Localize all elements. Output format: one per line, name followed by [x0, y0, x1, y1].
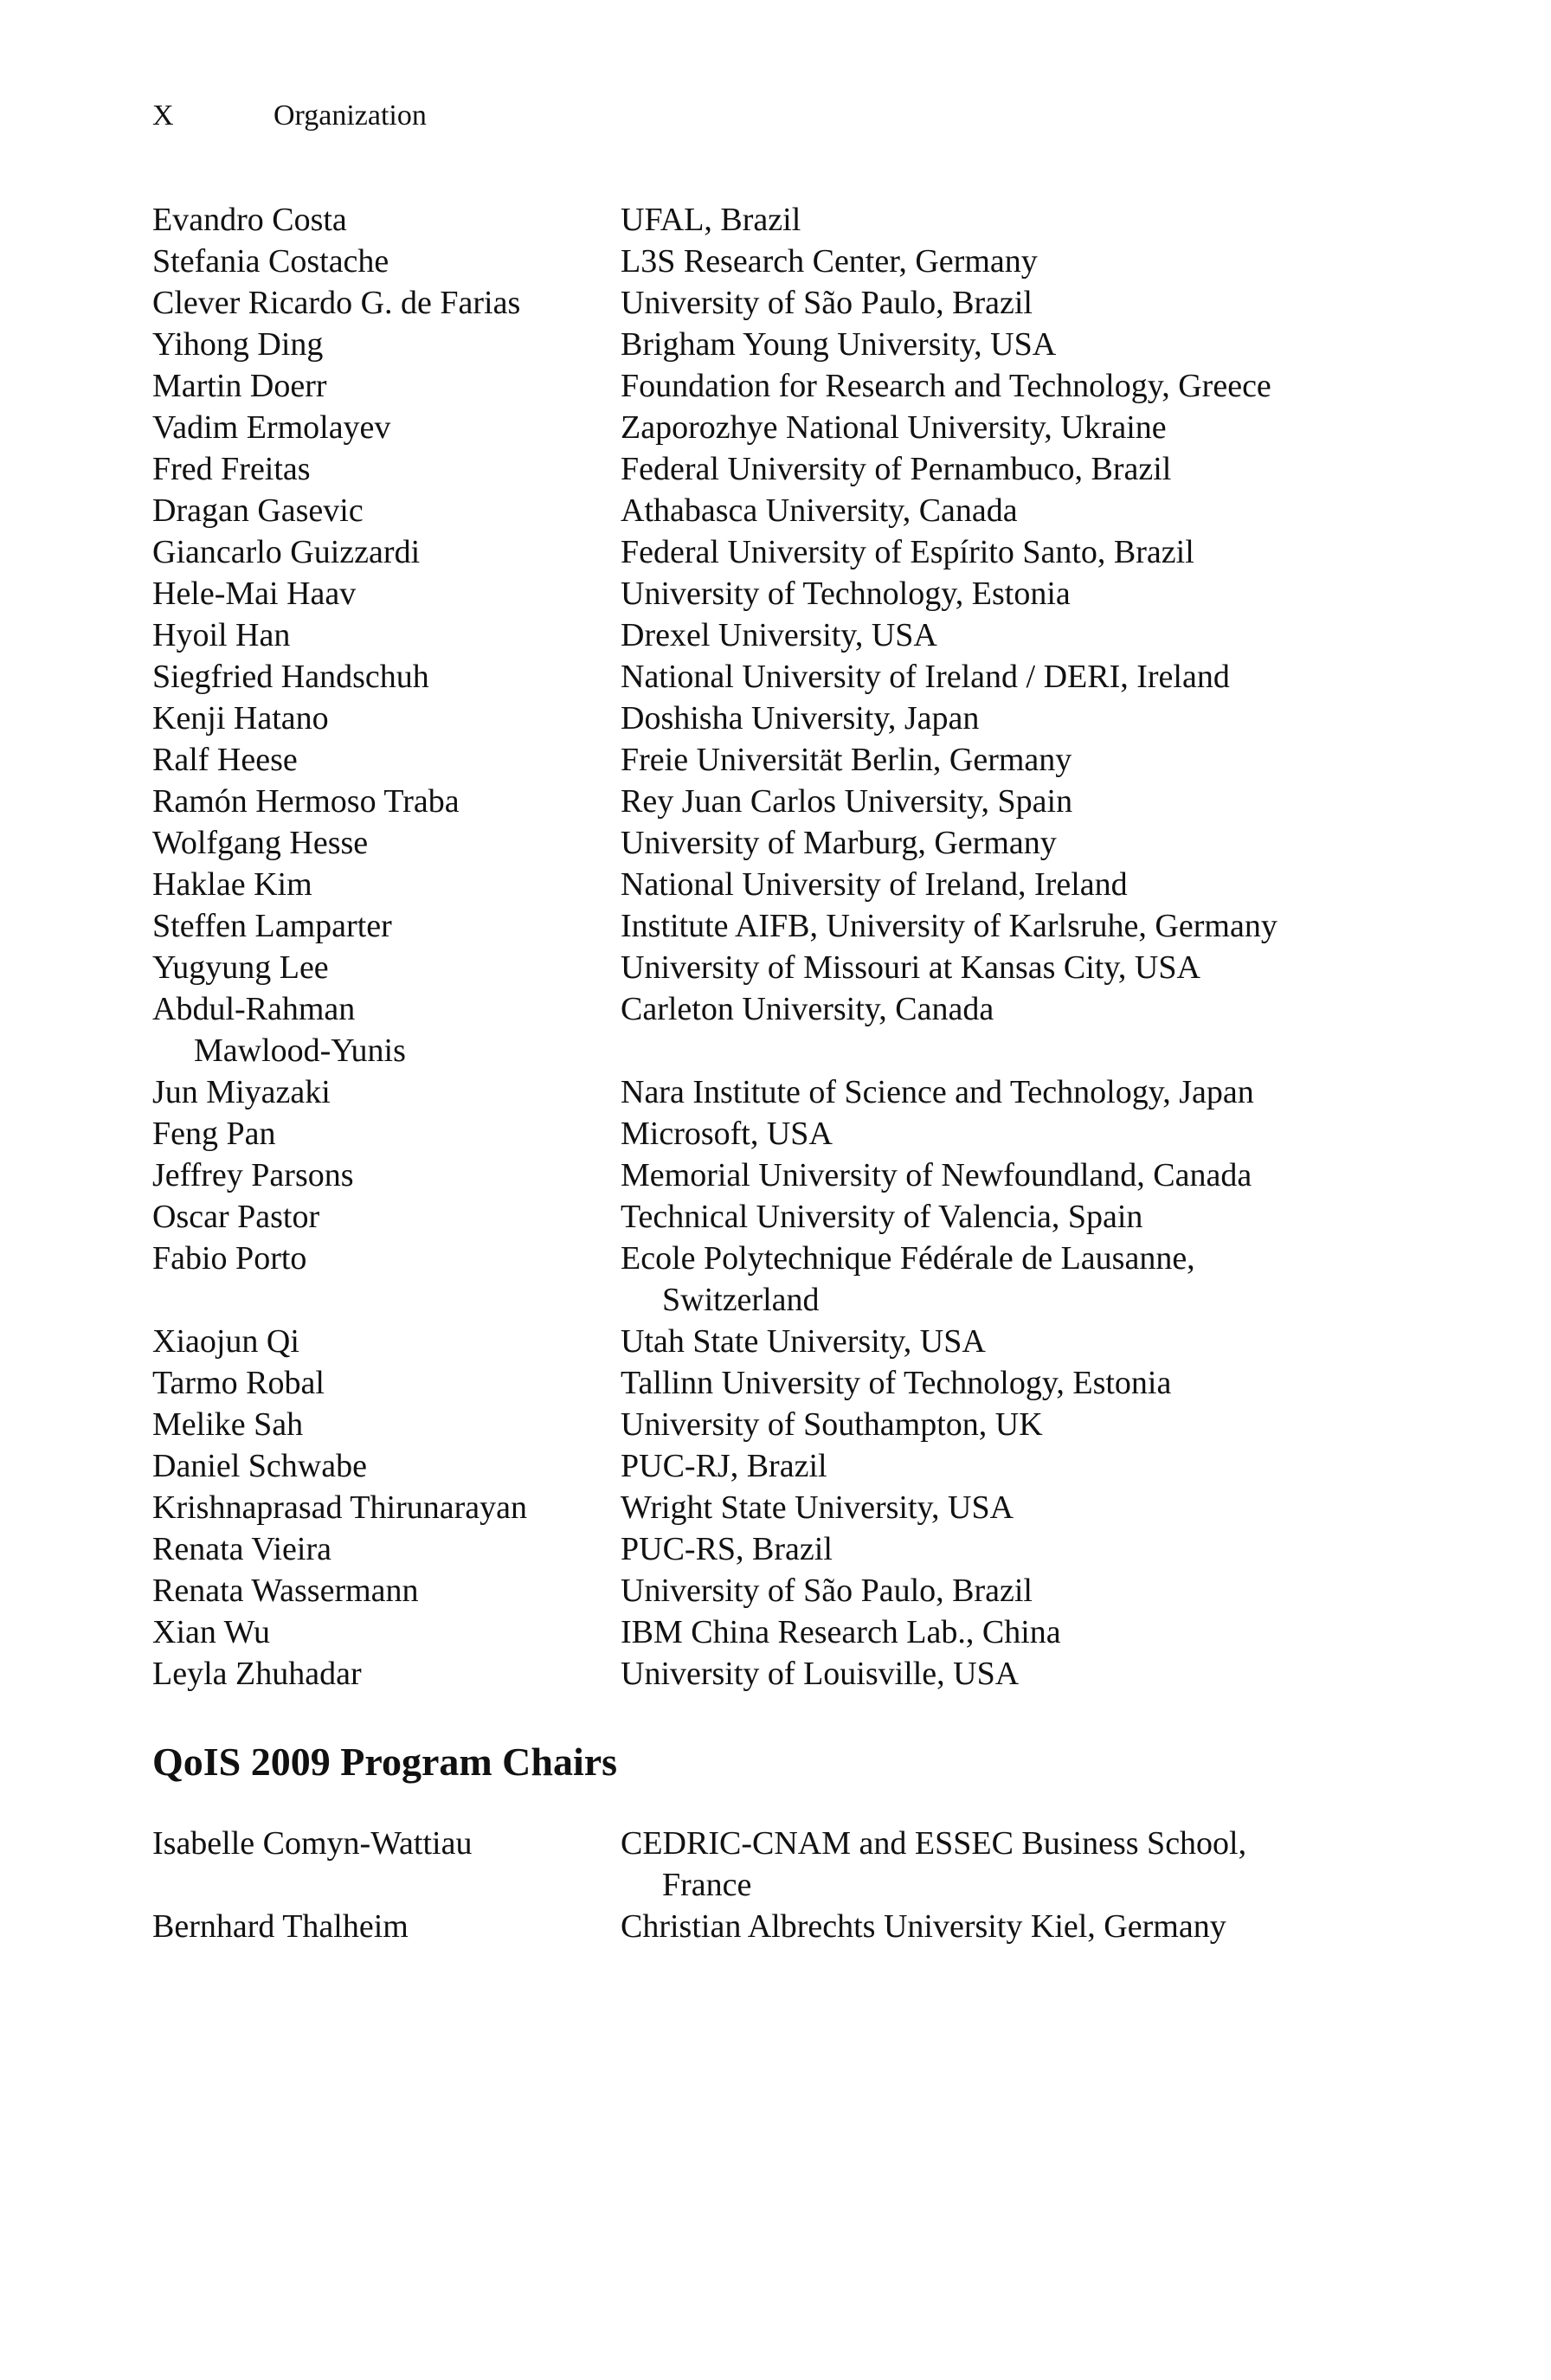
- member-affiliation: Utah State University, USA: [621, 1323, 986, 1360]
- member-name-cell: [152, 531, 621, 573]
- member-name: Tarmo Robal: [152, 1365, 325, 1401]
- member-affiliation: Nara Institute of Science and Technology, Japan: [621, 1074, 1254, 1110]
- member-name: Haklae Kim: [152, 866, 312, 903]
- member-affiliation-cell: [621, 864, 1381, 905]
- member-name: Jeffrey Parsons: [152, 1157, 354, 1193]
- member-name-cell: [152, 1113, 621, 1155]
- member-name: Xiaojun Qi: [152, 1323, 299, 1360]
- member-affiliation: Tallinn University of Technology, Estonia: [621, 1365, 1172, 1401]
- member-name-cell: [152, 1445, 621, 1487]
- member-affiliation: UFAL, Brazil: [621, 202, 801, 238]
- member-name-cell: [152, 1321, 621, 1362]
- member-name-continuation: Mawlood-Yunis: [194, 1032, 406, 1069]
- member-affiliation: Carleton University, Canada: [621, 991, 994, 1027]
- member-affiliation: Drexel University, USA: [621, 617, 937, 653]
- member-name-cell: [152, 781, 621, 822]
- member-row: [152, 1196, 1381, 1238]
- member-name: Wolfgang Hesse: [152, 825, 369, 861]
- member-name: Hele-Mai Haav: [152, 576, 357, 612]
- running-head-title: Organization: [274, 100, 427, 132]
- member-row: [152, 1071, 1381, 1113]
- member-affiliation: Foundation for Research and Technology, Greece: [621, 368, 1271, 404]
- member-name: Leyla Zhuhadar: [152, 1656, 362, 1692]
- member-affiliation-cell: [621, 1113, 1381, 1155]
- member-affiliation-cell: [621, 407, 1381, 448]
- member-row: [152, 739, 1381, 781]
- member-name-cell: [152, 407, 621, 448]
- member-row: [152, 1155, 1381, 1196]
- member-name-cell: [152, 199, 621, 241]
- member-affiliation-cell: [621, 448, 1381, 490]
- member-row: [152, 199, 1381, 241]
- member-affiliation-cell: [621, 490, 1381, 531]
- member-affiliation-cell: [621, 698, 1381, 739]
- member-row: [152, 1823, 1381, 1906]
- member-row: [152, 448, 1381, 490]
- member-name-cell: [152, 1653, 621, 1695]
- member-row: [152, 324, 1381, 365]
- member-name-cell: [152, 1528, 621, 1570]
- member-affiliation: Rey Juan Carlos University, Spain: [621, 783, 1073, 820]
- member-affiliation-cell: [621, 1362, 1381, 1404]
- member-name: Isabelle Comyn-Wattiau: [152, 1825, 473, 1862]
- member-name: Fabio Porto: [152, 1240, 307, 1277]
- member-row: [152, 1611, 1381, 1653]
- member-name: Renata Wassermann: [152, 1573, 419, 1609]
- member-row: [152, 614, 1381, 656]
- member-affiliation: University of Southampton, UK: [621, 1406, 1043, 1443]
- member-name: Kenji Hatano: [152, 700, 329, 737]
- member-name: Stefania Costache: [152, 243, 389, 280]
- member-name: Martin Doerr: [152, 368, 327, 404]
- member-name-cell: [152, 1487, 621, 1528]
- member-name-cell: [152, 448, 621, 490]
- member-affiliation: L3S Research Center, Germany: [621, 243, 1038, 280]
- member-name-cell: [152, 947, 621, 988]
- member-row: [152, 490, 1381, 531]
- member-affiliation: Athabasca University, Canada: [621, 492, 1018, 529]
- member-row: [152, 988, 1381, 1071]
- member-row: [152, 1487, 1381, 1528]
- member-affiliation: Federal University of Espírito Santo, Brazil: [621, 534, 1194, 570]
- member-affiliation: Zaporozhye National University, Ukraine: [621, 409, 1167, 446]
- member-name-cell: [152, 988, 621, 1071]
- member-affiliation: Freie Universität Berlin, Germany: [621, 742, 1072, 778]
- member-name: Bernhard Thalheim: [152, 1908, 409, 1945]
- member-affiliation-cell: [621, 988, 1381, 1030]
- member-affiliation-cell: [621, 365, 1381, 407]
- member-name-cell: [152, 1404, 621, 1445]
- member-affiliation-cell: [621, 199, 1381, 241]
- member-name-cell: [152, 1196, 621, 1238]
- member-affiliation: University of Missouri at Kansas City, USA: [621, 949, 1200, 986]
- member-affiliation: Microsoft, USA: [621, 1116, 833, 1152]
- member-affiliation: University of São Paulo, Brazil: [621, 1573, 1033, 1609]
- member-affiliation-cell: [621, 781, 1381, 822]
- member-affiliation-cell: [621, 1653, 1381, 1695]
- member-affiliation-cell: [621, 1196, 1381, 1238]
- member-name: Fred Freitas: [152, 451, 311, 487]
- member-affiliation: Institute AIFB, University of Karlsruhe, Germany: [621, 908, 1277, 944]
- member-affiliation: CEDRIC-CNAM and ESSEC Business School,: [621, 1825, 1247, 1862]
- member-name-cell: [152, 822, 621, 864]
- member-affiliation: Federal University of Pernambuco, Brazil: [621, 451, 1172, 487]
- member-affiliation-cell: [621, 1445, 1381, 1487]
- member-row: [152, 1528, 1381, 1570]
- member-affiliation-cell: [621, 1570, 1381, 1611]
- member-row: [152, 1570, 1381, 1611]
- member-name-cell: [152, 490, 621, 531]
- member-affiliation: National University of Ireland, Ireland: [621, 866, 1128, 903]
- member-row: [152, 947, 1381, 988]
- member-affiliation-cell: [621, 324, 1381, 365]
- member-name: Renata Vieira: [152, 1531, 331, 1567]
- member-affiliation-cell: [621, 241, 1381, 282]
- member-row: [152, 1906, 1381, 1947]
- member-row: [152, 1321, 1381, 1362]
- member-name-cell: [152, 864, 621, 905]
- member-row: [152, 531, 1381, 573]
- member-affiliation: National University of Ireland / DERI, Ireland: [621, 659, 1230, 695]
- member-affiliation-cell: [621, 531, 1381, 573]
- committee-member-list: [152, 199, 1381, 1695]
- member-affiliation-cell: [621, 1155, 1381, 1196]
- member-affiliation-cell: [621, 905, 1381, 947]
- member-name-cell: [152, 1238, 621, 1279]
- member-name: Yihong Ding: [152, 326, 324, 363]
- member-affiliation-cell: [621, 947, 1381, 988]
- member-row: [152, 656, 1381, 698]
- member-affiliation-cell: [621, 1611, 1381, 1653]
- member-name: Daniel Schwabe: [152, 1448, 367, 1484]
- member-row: [152, 1362, 1381, 1404]
- member-name: Steffen Lamparter: [152, 908, 392, 944]
- program-chairs-list: [152, 1823, 1381, 1947]
- member-row: [152, 1238, 1381, 1321]
- member-row: [152, 1113, 1381, 1155]
- member-affiliation: PUC-RS, Brazil: [621, 1531, 833, 1567]
- member-affiliation: Wright State University, USA: [621, 1489, 1014, 1526]
- member-affiliation-cell: [621, 282, 1381, 324]
- member-name: Evandro Costa: [152, 202, 347, 238]
- member-affiliation-cell: [621, 1487, 1381, 1528]
- member-affiliation-cell: [621, 614, 1381, 656]
- member-row: [152, 573, 1381, 614]
- member-affiliation: University of São Paulo, Brazil: [621, 285, 1033, 321]
- member-row: [152, 1445, 1381, 1487]
- member-affiliation-cell: [621, 1528, 1381, 1570]
- member-affiliation-cell: [621, 1906, 1381, 1947]
- member-row: [152, 864, 1381, 905]
- member-name: Clever Ricardo G. de Farias: [152, 285, 521, 321]
- member-name: Giancarlo Guizzardi: [152, 534, 421, 570]
- member-affiliation-cell: [621, 739, 1381, 781]
- member-name-cell: [152, 1362, 621, 1404]
- member-row: [152, 1404, 1381, 1445]
- member-row: [152, 282, 1381, 324]
- member-affiliation: Christian Albrechts University Kiel, Germany: [621, 1908, 1226, 1945]
- member-affiliation: University of Marburg, Germany: [621, 825, 1057, 861]
- member-name: Yugyung Lee: [152, 949, 329, 986]
- member-name: Oscar Pastor: [152, 1199, 320, 1235]
- member-affiliation-cell: [621, 1321, 1381, 1362]
- member-name-cell: [152, 1906, 621, 1947]
- member-name: Dragan Gasevic: [152, 492, 364, 529]
- member-row: [152, 905, 1381, 947]
- member-affiliation-cell: [621, 1238, 1381, 1321]
- member-affiliation: IBM China Research Lab., China: [621, 1614, 1061, 1650]
- member-row: [152, 822, 1381, 864]
- running-head: [152, 95, 427, 137]
- member-name-cell: [152, 1823, 621, 1864]
- member-row: [152, 407, 1381, 448]
- member-affiliation-cell: [621, 822, 1381, 864]
- member-affiliation-cell: [621, 573, 1381, 614]
- member-name: Xian Wu: [152, 1614, 271, 1650]
- member-name-cell: [152, 324, 621, 365]
- member-name-cell: [152, 1570, 621, 1611]
- member-name-cell: [152, 614, 621, 656]
- member-row: [152, 365, 1381, 407]
- member-affiliation: PUC-RJ, Brazil: [621, 1448, 827, 1484]
- member-row: [152, 781, 1381, 822]
- member-name: Melike Sah: [152, 1406, 304, 1443]
- member-name: Jun Miyazaki: [152, 1074, 331, 1110]
- member-name: Krishnaprasad Thirunarayan: [152, 1489, 527, 1526]
- member-row: [152, 698, 1381, 739]
- member-affiliation: University of Technology, Estonia: [621, 576, 1071, 612]
- member-name-cell: [152, 905, 621, 947]
- member-name-cell: [152, 1611, 621, 1653]
- member-name-cell: [152, 739, 621, 781]
- member-affiliation: Doshisha University, Japan: [621, 700, 980, 737]
- member-affiliation-cell: [621, 1071, 1381, 1113]
- section-heading: QoIS 2009 Program Chairs: [152, 1740, 618, 1784]
- member-name-cell: [152, 282, 621, 324]
- member-name: Abdul-Rahman: [152, 991, 356, 1027]
- member-affiliation: Ecole Polytechnique Fédérale de Lausanne,: [621, 1240, 1195, 1277]
- member-affiliation: Brigham Young University, USA: [621, 326, 1057, 363]
- member-name-cell: [152, 1071, 621, 1113]
- member-name: Siegfried Handschuh: [152, 659, 429, 695]
- member-affiliation: Memorial University of Newfoundland, Canada: [621, 1157, 1252, 1193]
- member-affiliation-continuation: France: [662, 1867, 752, 1903]
- member-affiliation-continuation: Switzerland: [662, 1282, 820, 1318]
- member-affiliation-cell: [621, 1404, 1381, 1445]
- member-affiliation: Technical University of Valencia, Spain: [621, 1199, 1143, 1235]
- page-number: X: [152, 100, 174, 132]
- member-name-cell: [152, 656, 621, 698]
- member-affiliation-cell: [621, 1823, 1381, 1906]
- member-name: Hyoil Han: [152, 617, 291, 653]
- member-affiliation-cell: [621, 656, 1381, 698]
- member-name: Ralf Heese: [152, 742, 298, 778]
- member-name: Feng Pan: [152, 1116, 276, 1152]
- member-name-cell: [152, 365, 621, 407]
- member-name-cell: [152, 241, 621, 282]
- member-name-cell: [152, 698, 621, 739]
- member-affiliation: University of Louisville, USA: [621, 1656, 1020, 1692]
- member-row: [152, 1653, 1381, 1695]
- member-row: [152, 241, 1381, 282]
- member-name-cell: [152, 1155, 621, 1196]
- member-name: Ramón Hermoso Traba: [152, 783, 460, 820]
- member-name: Vadim Ermolayev: [152, 409, 391, 446]
- member-name-cell: [152, 573, 621, 614]
